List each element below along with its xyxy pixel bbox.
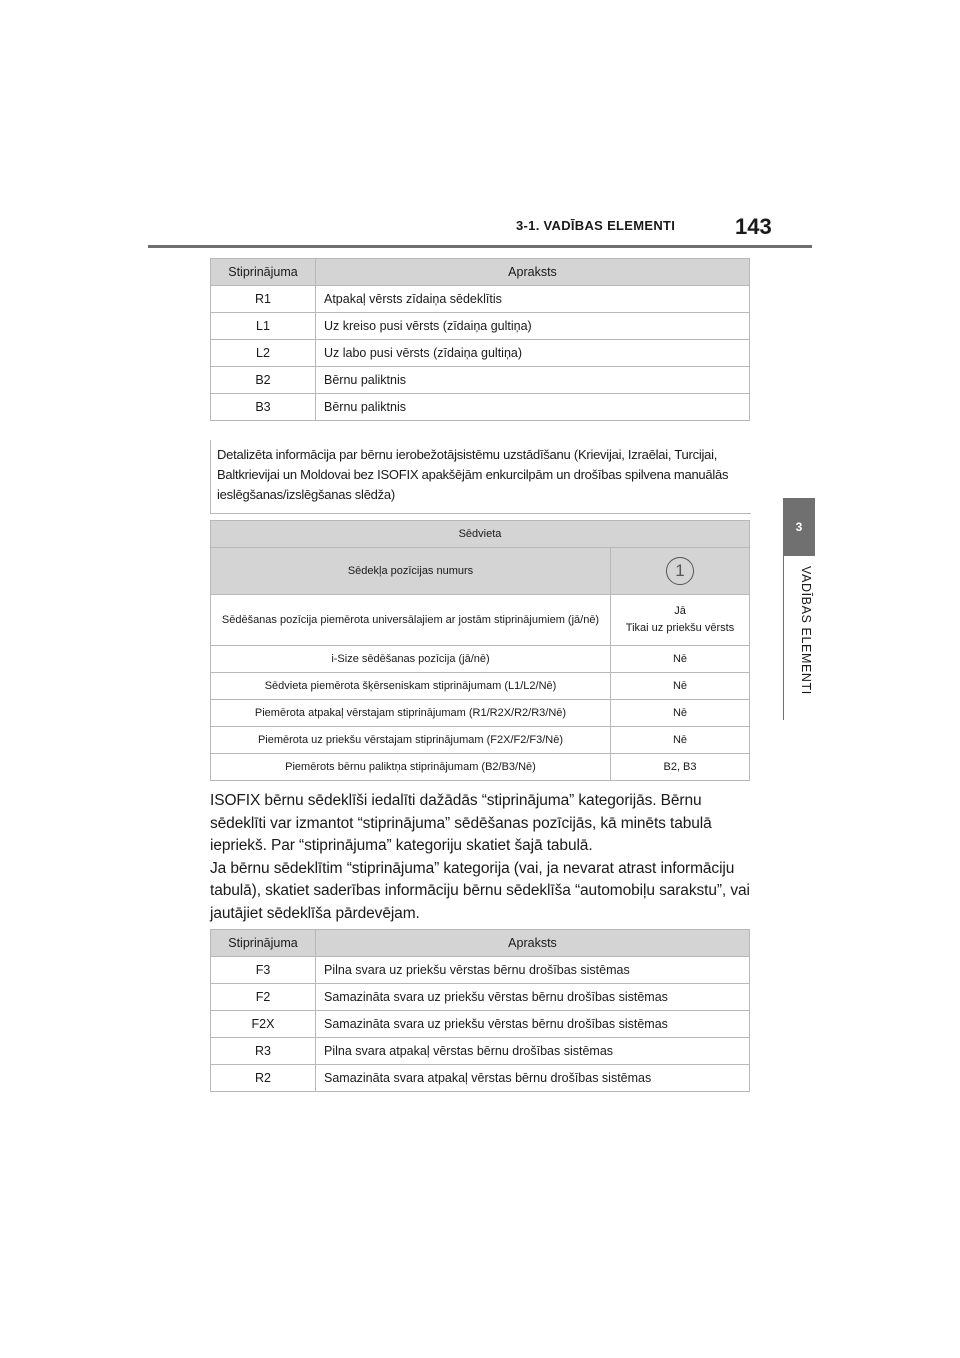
table-row [211,646,750,673]
page-number: 143 [735,214,772,239]
attachment-code: R3 [211,1038,316,1065]
attachment-description: Pilna svara uz priekšu vērstas bērnu drošības sistēmas [316,957,750,984]
table-row [211,1038,750,1065]
seat-row-label: Sēdēšanas pozīcija piemērota universālajiem ar jostām stiprinājumiem (jā/nē) [211,595,611,646]
seat-suitability-table [210,520,750,781]
seat-row-value: Nē [611,673,750,700]
attachment-description: Uz labo pusi vērsts (zīdaiņa gultiņa) [316,340,750,367]
attachment-description: Bērnu paliktnis [316,367,750,394]
note-heading: Detalizēta informācija par bērnu ierobežotājsistēmu uzstādīšanu (Krievijai, Izraēlai, Turcijai, Baltkrievijai un Moldovai bez ISOFIX apakšējām enkurcilpām un drošības spilvena manuālās ieslēgšanas/izslēgšanas slēdža) [210,440,751,514]
seat-row-value: B2, B3 [611,754,750,781]
column-header-description: Apraksts [316,930,750,957]
attachment-code: R1 [211,286,316,313]
column-header-attachment: Stiprinājuma [211,930,316,957]
attachment-description: Atpakaļ vērsts zīdaiņa sēdeklītis [316,286,750,313]
circled-number-icon: 1 [666,557,694,585]
attachment-description: Samazināta svara uz priekšu vērstas bērnu drošības sistēmas [316,984,750,1011]
column-header-attachment: Stiprinājuma [211,259,316,286]
seat-position-label: Sēdekļa pozīcijas numurs [211,548,611,595]
attachment-code: L2 [211,340,316,367]
seat-row-value: Nē [611,646,750,673]
seat-row-value: Nē [611,700,750,727]
attachment-description: Pilna svara atpakaļ vērstas bērnu drošības sistēmas [316,1038,750,1065]
table-header-row [211,259,750,286]
table-row [211,521,750,548]
seat-row-label: Piemērota uz priekšu vērstajam stiprinājumam (F2X/F2/F3/Nē) [211,727,611,754]
seat-position-number [611,548,750,595]
seat-row-value-main: Jā [674,605,686,617]
chapter-tab-label: VADĪBAS ELEMENTI [799,566,813,695]
attachment-table-bottom [210,929,750,1092]
table-row [211,1011,750,1038]
attachment-description: Samazināta svara atpakaļ vērstas bērnu drošības sistēmas [316,1065,750,1092]
table-row [211,548,750,595]
attachment-code: B3 [211,394,316,421]
seat-row-label: Piemērots bērnu paliktņa stiprinājumam (B2/B3/Nē) [211,754,611,781]
attachment-description: Bērnu paliktnis [316,394,750,421]
seat-table-title: Sēdvieta [211,521,750,548]
attachment-description: Uz kreiso pusi vērsts (zīdaiņa gultiņa) [316,313,750,340]
table-row [211,957,750,984]
attachment-code: R2 [211,1065,316,1092]
seat-row-value [611,595,750,646]
table-row [211,313,750,340]
section-title: 3-1. VADĪBAS ELEMENTI [516,218,676,233]
table-row [211,286,750,313]
attachment-code: F3 [211,957,316,984]
attachment-code: F2X [211,1011,316,1038]
table-row [211,754,750,781]
table-row [211,1065,750,1092]
body-paragraph: Ja bērnu sēdeklītim “stiprinājuma” kategorija (vai, ja nevarat atrast informāciju tabulā), skatiet saderības informāciju bērnu sēdeklīša “automobiļu sarakstu”, vai jautājiet sēdeklīša pārdevējam. [210,859,750,922]
body-text [210,790,755,925]
column-header-description: Apraksts [316,259,750,286]
table-row [211,367,750,394]
chapter-tab-line [783,556,784,720]
attachment-code: F2 [211,984,316,1011]
table-row [211,394,750,421]
seat-row-value-note: Tikai uz priekšu vērsts [625,622,735,634]
table-header-row [211,930,750,957]
body-paragraph: ISOFIX bērnu sēdeklīši iedalīti dažādās “stiprinājuma” kategorijās. Bērnu sēdeklīti var izmantot “stiprinājuma” sēdēšanas pozīcijās, kā minēts tabulā iepriekš. Par “stiprinājuma” kategoriju skatiet šajā tabulā. [210,792,712,854]
table-row [211,984,750,1011]
table-row [211,340,750,367]
seat-row-value: Nē [611,727,750,754]
table-row [211,595,750,646]
table-row [211,673,750,700]
attachment-code: L1 [211,313,316,340]
chapter-tab: 3 [783,498,815,556]
seat-row-label: Piemērota atpakaļ vērstajam stiprinājumam (R1/R2X/R2/R3/Nē) [211,700,611,727]
header-divider [148,245,812,248]
seat-row-label: Sēdvieta piemērota šķērseniskam stiprinājumam (L1/L2/Nē) [211,673,611,700]
attachment-code: B2 [211,367,316,394]
seat-row-label: i-Size sēdēšanas pozīcija (jā/nē) [211,646,611,673]
attachment-table-top [210,258,750,421]
table-row [211,727,750,754]
attachment-description: Samazināta svara uz priekšu vērstas bērnu drošības sistēmas [316,1011,750,1038]
table-row [211,700,750,727]
